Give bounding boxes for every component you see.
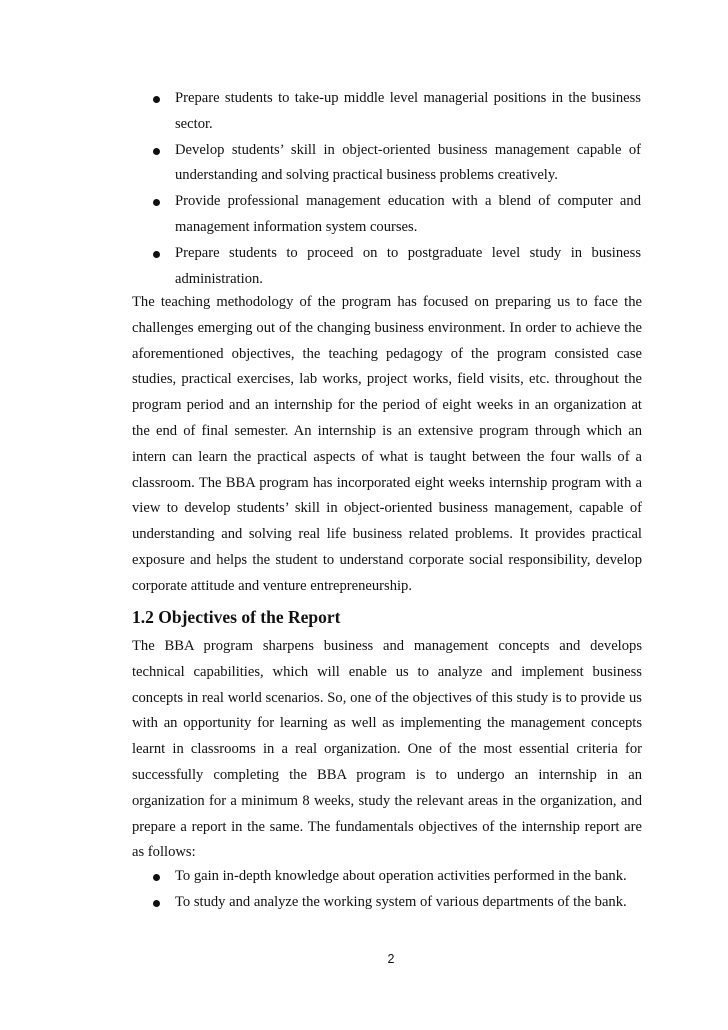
bullet-icon <box>153 900 160 907</box>
bullet-icon <box>153 96 160 103</box>
report-objectives-paragraph: The BBA program sharpens business and management concepts and develops technical capabilities, which will enable us to analyze and implement business concepts in real world scenarios. So, one of the objectives of this study is to provide us with an opportunity for learning as well as implementing the management concepts learnt in classrooms in a real organization. One of the most essential criteria for successfully completing the BBA program is to undergo an internship in an organization for a minimum 8 weeks, study the relevant areas in the organization, and prepare a report in the same. The fundamentals objectives of the internship report are as follows: <box>132 638 642 861</box>
teaching-methodology-paragraph: The teaching methodology of the program has focused on preparing us to face the challenges emerging out of the changing business environment. In order to achieve the aforementioned objectives, the teaching pedagogy of the program consisted case studies, practical exercises, lab works, project works, field visits, etc. throughout the program period and an internship for the period of eight weeks in an organization at the end of final semester. An internship is an extensive program through which an intern can learn the practical aspects of what is taught between the four walls of a classroom. The BBA program has incorporated eight weeks internship program with a view to develop students’ skill in object-oriented business management, capable of understanding and solving real life business related problems. It provides practical exposure and helps the student to understand corporate social responsibility, develop corporate attitude and venture entrepreneurship. <box>132 294 642 594</box>
program-objectives-list <box>150 86 641 292</box>
bullet-icon <box>153 199 160 206</box>
list-item: Develop students’ skill in object-oriented business management capable of understanding and solving practical business problems creatively. <box>175 138 641 190</box>
bullet-icon <box>153 251 160 258</box>
list-item: To study and analyze the working system of various departments of the bank. <box>175 890 641 916</box>
page-number: 2 <box>387 952 395 966</box>
bullet-icon <box>153 148 160 155</box>
list-item: Prepare students to take-up middle level managerial positions in the business sector. <box>175 86 641 138</box>
list-item: Prepare students to proceed on to postgraduate level study in business administration. <box>175 241 641 293</box>
bullet-icon <box>153 874 160 881</box>
list-item: Provide professional management education with a blend of computer and management information system courses. <box>175 189 641 241</box>
report-objectives-list <box>150 864 641 916</box>
list-item: To gain in-depth knowledge about operation activities performed in the bank. <box>175 864 641 890</box>
section-heading: 1.2 Objectives of the Report <box>132 607 341 627</box>
